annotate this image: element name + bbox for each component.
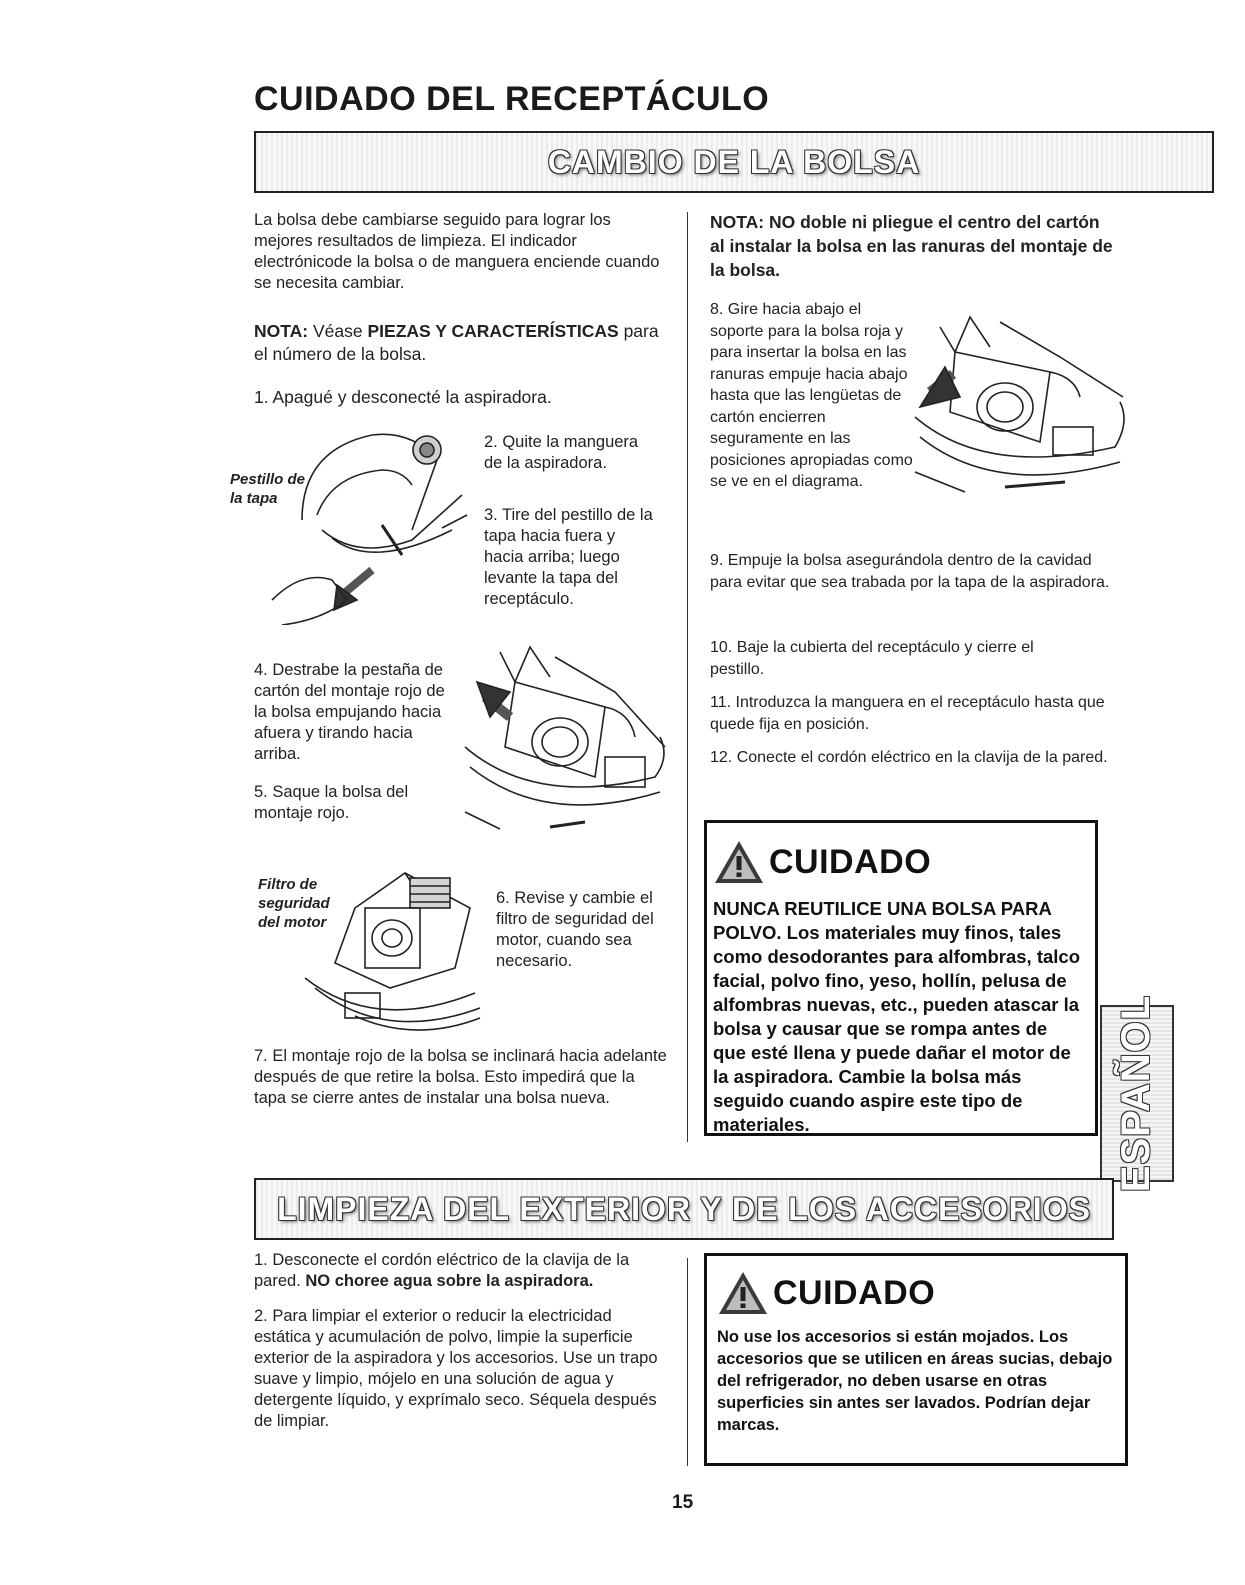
step-3: 3. Tire del pestillo de la tapa hacia fuera y hacia arriba; luego levante la tapa del receptáculo. — [484, 506, 653, 608]
vacuum-lid-latch-illustration — [262, 420, 477, 625]
column-divider — [687, 212, 688, 1142]
page-title: CUIDADO DEL RECEPTÁCULO — [254, 80, 770, 118]
step-11: 11. Introduzca la manguera en el receptáculo hasta que quede fija en posición. — [710, 694, 1105, 733]
step-4: 4. Destrabe la pestaña de cartón del montaje rojo de la bolsa empujando hacia afuera y tirando hacia arriba. — [254, 661, 445, 763]
section-band-bag-change — [254, 131, 1214, 193]
caution-box-accessories — [704, 1253, 1128, 1466]
cleaning-step-1-warning: NO choree agua sobre la aspiradora. — [305, 1272, 594, 1290]
caution-heading: CUIDADO — [773, 1273, 936, 1312]
label-motor-filter: Filtro de seguridad del motor — [258, 876, 330, 931]
step-12: 12. Conecte el cordón eléctrico en la clavija de la pared. — [710, 749, 1108, 766]
step-5: 5. Saque la bolsa del montaje rojo. — [254, 783, 409, 822]
section-band-exterior-cleaning — [254, 1178, 1114, 1240]
caution-heading-row — [713, 839, 1085, 885]
nota-parts-link: PIEZAS Y CARACTERÍSTICAS — [367, 321, 619, 341]
caution-text: NUNCA REUTILICE UNA BOLSA PARA POLVO. Los materiales muy finos, tales como desodorantes para alfombras, talco facial, polvo fino, yeso, hollín, pelusa de alfombras nuevas, etc., pueden atascar la bolsa y causar que se rompa antes de que esté llena y puede dañar el motor de la aspiradora. Cambie la bolsa más seguido cuando aspire este tipo de materiales. — [713, 898, 1081, 1135]
warning-triangle-icon — [713, 839, 765, 885]
step-9: 9. Empuje la bolsa asegurándola dentro de la cavidad para evitar que sea trabada por la tapa de la aspiradora. — [710, 552, 1110, 591]
step-10: 10. Baje la cubierta del receptáculo y cierre el pestillo. — [710, 639, 1034, 678]
step-2: 2. Quite la manguera de la aspiradora. — [484, 433, 639, 472]
nota-text-1: Véase — [312, 321, 363, 341]
nota-label: NOTA: — [254, 321, 309, 341]
step-8: 8. Gire hacia abajo el soporte para la bolsa roja y para insertar la bolsa en las ranuras empuje hacia abajo hasta que las lengüetas de cartón encierren seguramente en las posiciones apropiadas como se ve en el diagrama. — [710, 301, 913, 490]
caution-heading: CUIDADO — [769, 842, 932, 881]
nota-no-fold: NOTA: NO doble ni pliegue el centro del cartón al instalar la bolsa en las ranuras del montaje de la bolsa. — [710, 212, 1113, 280]
nota-parts-paragraph — [254, 320, 674, 366]
caution-box-bag-reuse — [704, 820, 1098, 1136]
nota-text-2: para el número de la bolsa. — [254, 321, 659, 364]
intro-paragraph: La bolsa debe cambiarse seguido para lograr los mejores resultados de limpieza. El indicador electrónicode la bolsa o de manguera enciende cuando se necesita cambiar. — [254, 211, 660, 292]
label-lid-latch: Pestillo de la tapa — [230, 471, 306, 507]
cleaning-step-1 — [254, 1250, 664, 1292]
column-divider — [687, 1258, 688, 1466]
bag-insert-illustration — [905, 302, 1130, 502]
warning-triangle-icon — [717, 1270, 769, 1316]
step-7: 7. El montaje rojo de la bolsa se inclinará hacia adelante después de que retire la bolsa. Esto impedirá que la tapa se cierre antes de instalar una bolsa nueva. — [254, 1047, 667, 1107]
section-band-label: LIMPIEZA DEL EXTERIOR Y DE LOS ACCESORIOS — [277, 1190, 1091, 1227]
step-1: 1. Apagué y desconecté la aspiradora. — [254, 387, 552, 407]
language-tab-label: ESPAÑOL — [1114, 994, 1159, 1193]
page-number: 15 — [672, 1492, 694, 1513]
step-6: 6. Revise y cambie el filtro de seguridad del motor, cuando sea necesario. — [496, 889, 654, 970]
caution-heading-row — [717, 1270, 1117, 1316]
language-side-tab — [1100, 994, 1174, 1193]
cleaning-step-2: 2. Para limpiar el exterior o reducir la electricidad estática y acumulación de polvo, limpie la superficie exterior de la aspiradora y los accesorios. Use un trapo suave y limpio, mójelo en una solución de agua y detergente líquido, y exprímalo seco. Séquela después de limpiar. — [254, 1307, 658, 1430]
caution-text: No use los accesorios si están mojados. Los accesorios que se utilicen en áreas sucias, debajo del refrigerador, no deben usarse en otras superficies sin antes ser lavados. Podrían dejar marcas. — [717, 1328, 1113, 1434]
bag-removal-illustration — [455, 637, 670, 842]
cleaning-step-1-text: 1. Desconecte el cordón eléctrico de la clavija de la pared. — [254, 1251, 630, 1290]
section-band-label: CAMBIO DE LA BOLSA — [547, 143, 921, 180]
